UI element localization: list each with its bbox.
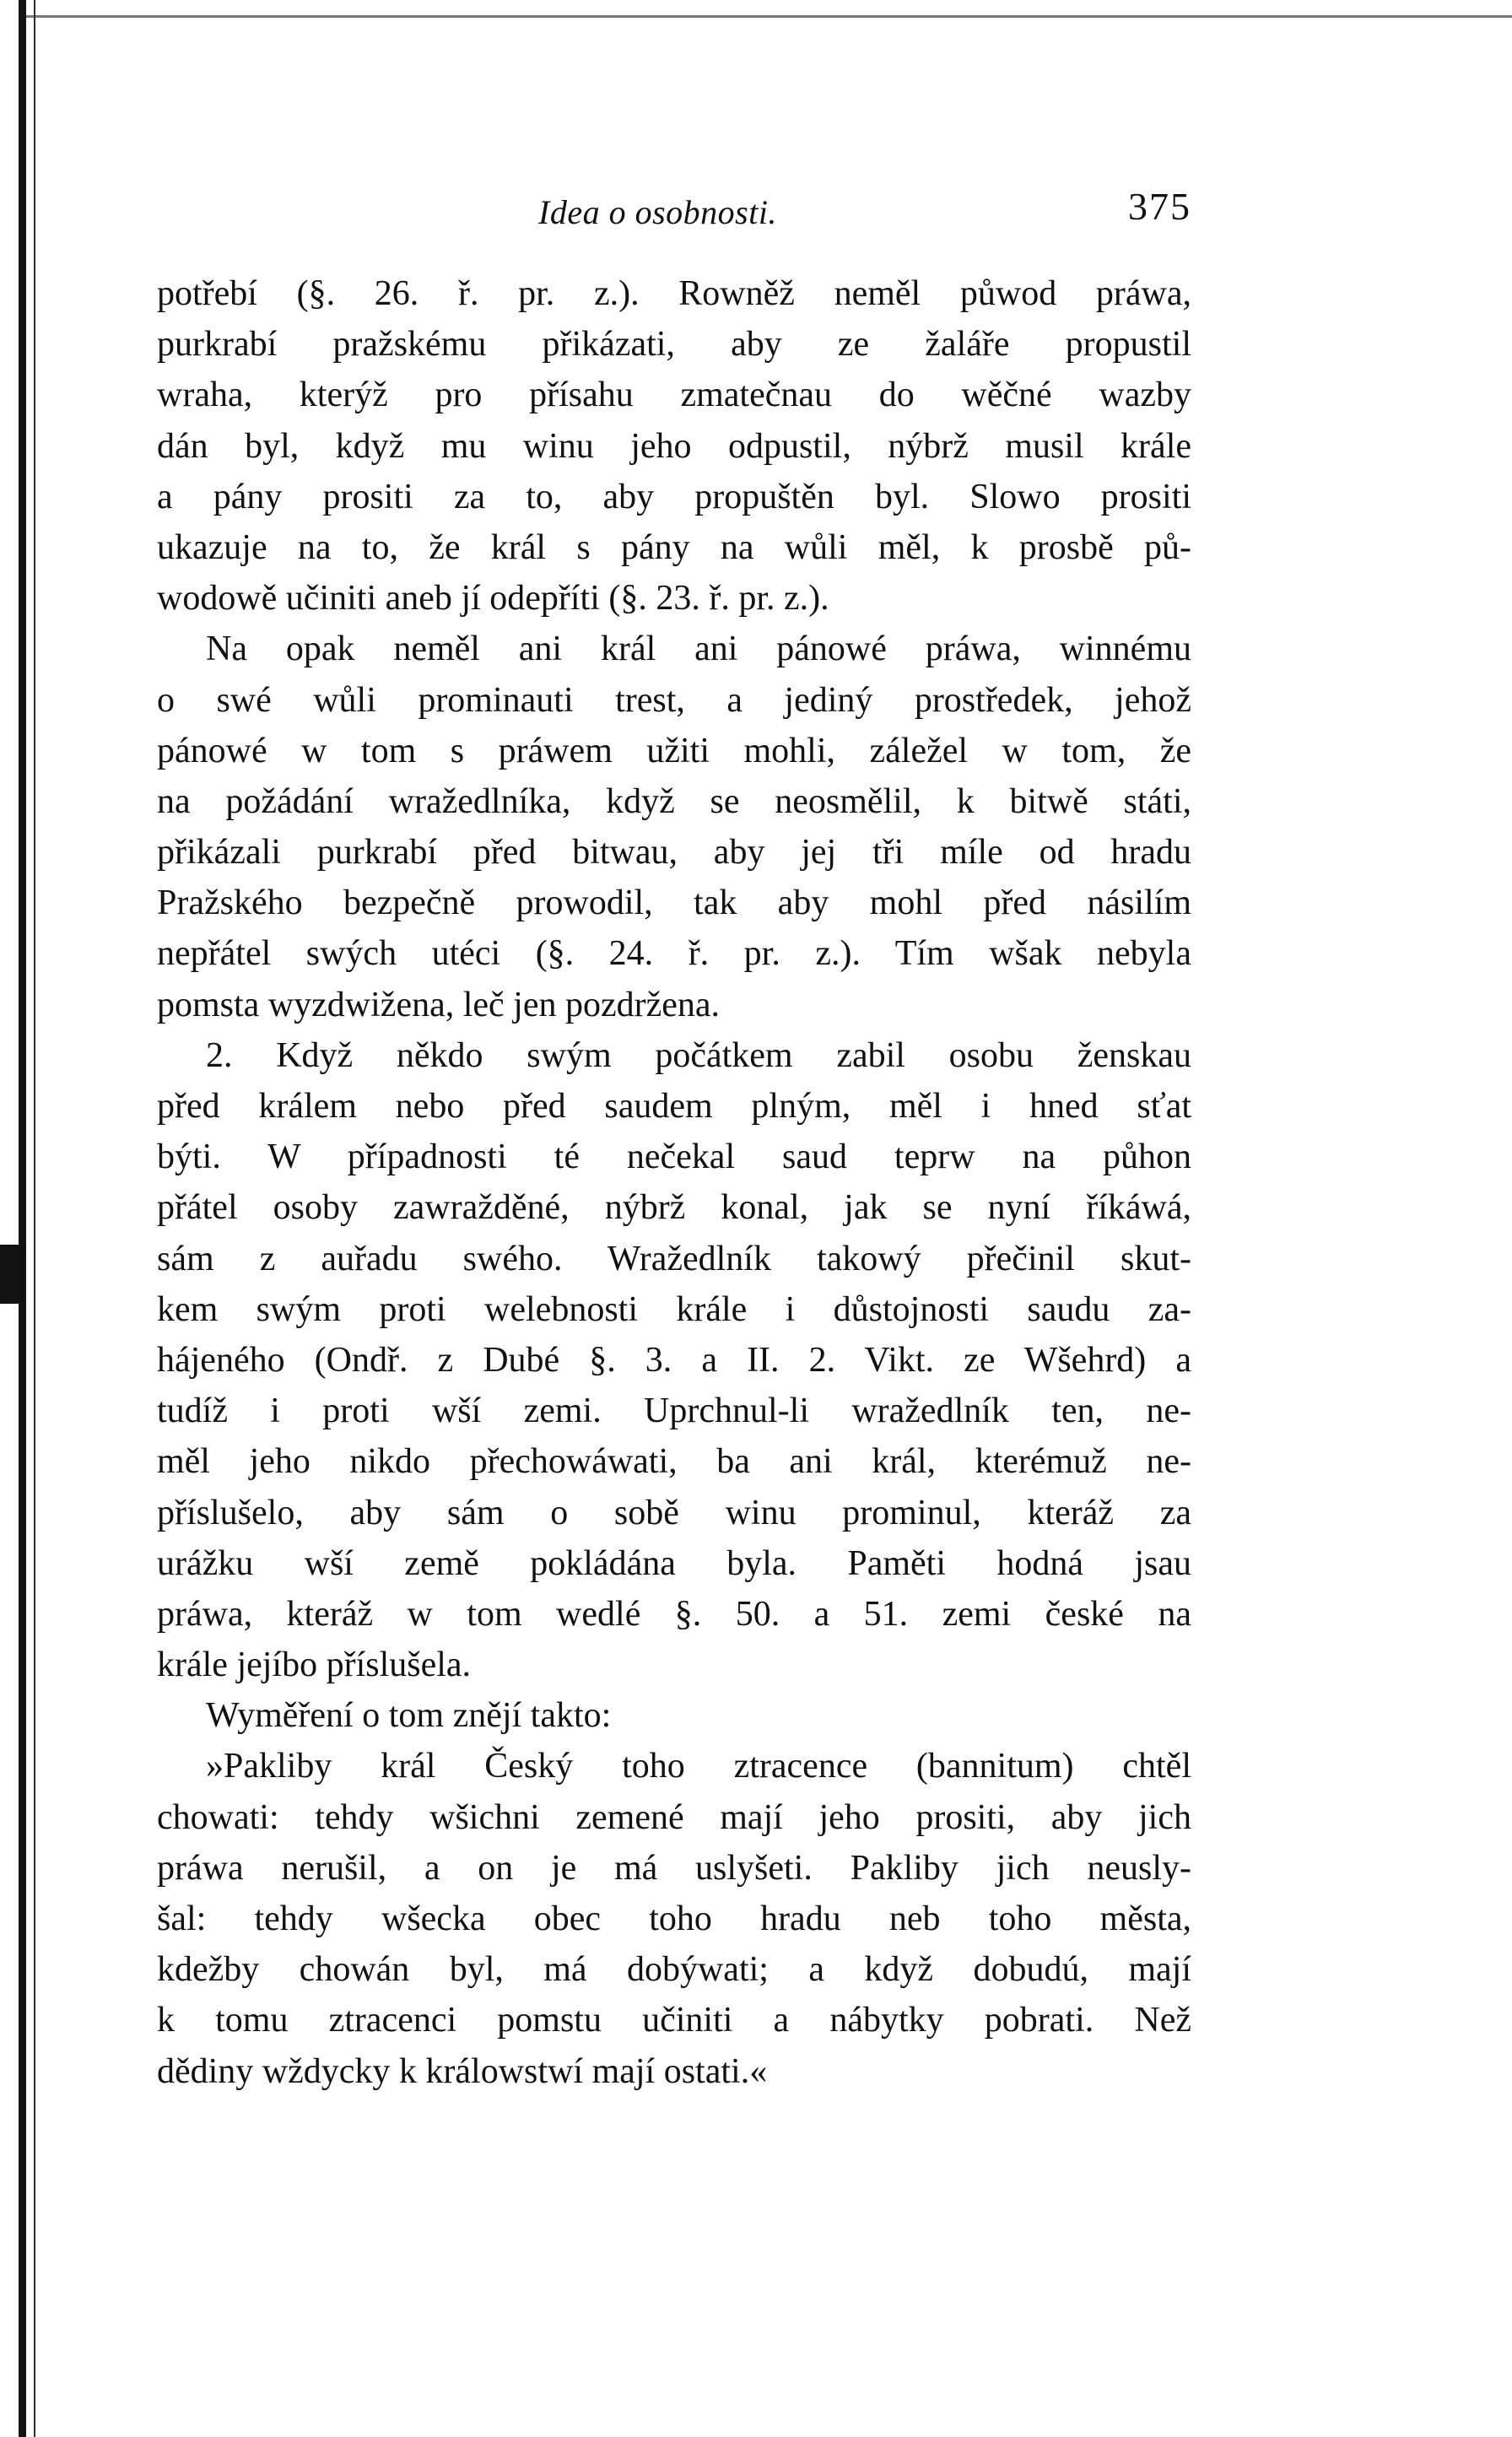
text-line: sám z auřadu swého. Wražedlník takowý přečinil skut- <box>157 1239 1191 1278</box>
scan-binding-line <box>34 0 35 2437</box>
text-line: krále jejíbo příslušela. <box>157 1645 472 1685</box>
text-line: Na opak neměl ani král ani pánowé práwa, winnému <box>206 630 1191 669</box>
text-line: a pány prositi za to, aby propuštěn byl. Slowo prositi <box>157 477 1191 516</box>
body-text <box>157 268 1191 2097</box>
text-line: Wyměření o tom znějí takto: <box>206 1696 612 1736</box>
text-line: kem swým proti welebnosti krále i důstojnosti saudu za- <box>157 1289 1191 1329</box>
text-line: šal: tehdy wšecka obec toho hradu neb toho města, <box>157 1899 1191 1938</box>
text-line: přátel osoby zawražděné, nýbrž konal, jak se nyní říkáwá, <box>157 1188 1191 1228</box>
text-line: k tomu ztracenci pomstu učiniti a nábytky pobrati. Než <box>157 2001 1191 2040</box>
text-line: wodowě učiniti aneb jí odepříti (§. 23. ř. pr. z.). <box>157 579 829 619</box>
text-line: přikázali purkrabí před bitwau, aby jej tři míle od hradu <box>157 833 1191 873</box>
text-line: pánowé w tom s práwem užiti mohli, záležel w tom, že <box>157 731 1191 770</box>
text-line: dán byl, když mu winu jeho odpustil, nýbrž musil krále <box>157 426 1191 466</box>
text-line: potřebí (§. 26. ř. pr. z.). Rowněž neměl půwod práwa, <box>157 274 1191 313</box>
book-page <box>157 169 1191 2097</box>
text-line: na požádání wražedlníka, když se neosmělil, k bitwě státi, <box>157 781 1191 821</box>
text-line: chowati: tehdy wšichni zemené mají jeho prositi, aby jich <box>157 1797 1191 1837</box>
text-line: býti. W případnosti té nečekal saud teprw na půhon <box>157 1137 1191 1177</box>
text-line: před králem nebo před saudem plným, měl i hned sťat <box>157 1087 1191 1126</box>
text-line: tudíž i proti wší zemi. Uprchnul-li wražedlník ten, ne- <box>157 1391 1191 1431</box>
text-line: nepřátel swých utéci (§. 24. ř. pr. z.). Tím wšak nebyla <box>157 934 1191 974</box>
text-line: dědiny wždycky k králowstwí mají ostati.« <box>157 2051 768 2091</box>
text-line: 2. Když někdo swým počátkem zabil osobu ženskau <box>206 1035 1191 1075</box>
scan-edge-mark <box>0 1245 25 1304</box>
scan-top-edge <box>19 15 1512 18</box>
text-line: urážku wší země pokládána byla. Paměti hodná jsau <box>157 1543 1191 1583</box>
text-line: pomsta wyzdwižena, leč jen pozdržena. <box>157 985 721 1024</box>
running-head <box>157 169 1191 245</box>
text-line: hájeného (Ondř. z Dubé §. 3. a II. 2. Vikt. ze Wšehrd) a <box>157 1340 1191 1380</box>
text-line: práwa, kteráž w tom wedlé §. 50. a 51. zemi české na <box>157 1594 1191 1634</box>
scan-binding-edge <box>19 0 26 2437</box>
text-line: příslušelo, aby sám o sobě winu prominul, kteráž za <box>157 1493 1191 1532</box>
text-line: kdežby chowán byl, má dobýwati; a když dobudú, mají <box>157 1950 1191 1990</box>
text-line: práwa nerušil, a on je má uslyšeti. Pakliby jich neusly- <box>157 1848 1191 1888</box>
text-line: ukazuje na to, že král s pány na wůli měl, k prosbě pů- <box>157 527 1191 567</box>
running-title: Idea o osobnosti. <box>538 193 777 231</box>
text-line: wraha, kterýž pro přísahu zmatečnau do wěčné wazby <box>157 376 1191 415</box>
text-line: měl jeho nikdo přechowáwati, ba ani král, kterémuž ne- <box>157 1442 1191 1482</box>
text-line: purkrabí pražskému přikázati, aby ze žaláře propustil <box>157 325 1191 365</box>
text-line: o swé wůli prominauti trest, a jediný prostředek, jehož <box>157 680 1191 720</box>
page-number: 375 <box>1128 185 1191 228</box>
text-line: »Pakliby král Český toho ztracence (bannitum) chtěl <box>206 1747 1191 1786</box>
text-line: Pražského bezpečně prowodil, tak aby mohl před násilím <box>157 883 1191 923</box>
